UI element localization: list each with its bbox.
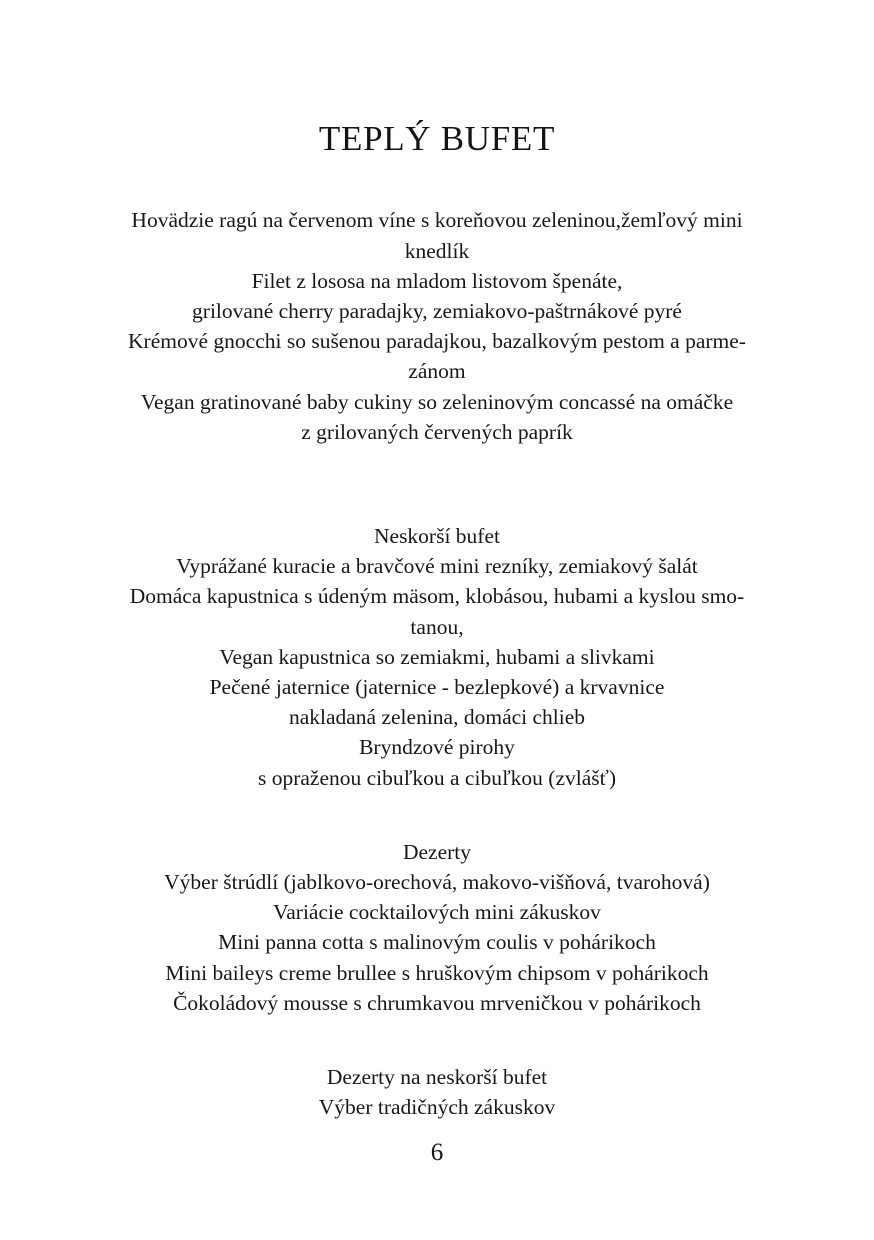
menu-line: Bryndzové pirohy <box>359 735 515 760</box>
menu-line: Krémové gnocchi so sušenou paradajkou, bazalkovým pestom a parme- <box>128 329 746 354</box>
menu-line: Výber tradičných zákuskov <box>318 1095 556 1120</box>
menu-line: zánom <box>408 359 466 384</box>
menu-line: knedlík <box>404 238 470 263</box>
menu-section-dezerty <box>60 837 814 1018</box>
page-title: TEPLÝ BUFET <box>318 119 556 158</box>
menu-line: Pečené jaternice (jaternice - bezlepkové) a krvavnice <box>209 674 665 699</box>
menu-line: Variácie cocktailových mini zákuskov <box>273 900 601 925</box>
menu-line: z grilovaných červených paprík <box>301 419 573 444</box>
section-spacer <box>60 447 814 521</box>
section-heading-dezerty: Dezerty <box>402 839 472 864</box>
menu-line: Filet z lososa na mladom listovom špenáte, <box>251 268 623 293</box>
menu-line: Vegan gratinované baby cukiny so zeleninovým concassé na omáčke <box>140 389 734 414</box>
menu-line: Čokoládový mousse s chrumkavou mrveničkou v pohárikoch <box>173 990 701 1015</box>
section-heading-neskorsi-bufet: Neskorší bufet <box>374 523 500 548</box>
menu-line: grilované cherry paradajky, zemiakovo-paštrnákové pyré <box>192 298 682 323</box>
section-heading-dezerty-neskorsi: Dezerty na neskorší bufet <box>326 1064 548 1089</box>
menu-line: s opraženou cibuľkou a cibuľkou (zvlášť) <box>257 765 616 790</box>
menu-line: Výber štrúdlí (jablkovo-orechová, makovo-višňová, tvarohová) <box>164 869 710 894</box>
menu-section-dezerty-neskorsi <box>60 1062 814 1122</box>
page-number: 6 <box>430 1139 444 1166</box>
menu-line: nakladaná zelenina, domáci chlieb <box>288 705 586 730</box>
section-spacer <box>60 793 814 837</box>
menu-line: Vegan kapustnica so zemiakmi, hubami a slivkami <box>219 644 655 669</box>
menu-line: Hovädzie ragú na červenom víne s koreňovou zeleninou,žemľový mini <box>131 208 743 233</box>
menu-line: Mini baileys creme brullee s hruškovým chipsom v pohárikoch <box>165 960 709 985</box>
section-spacer <box>60 1018 814 1062</box>
menu-line: Vyprážané kuracie a bravčové mini rezníky, zemiakový šalát <box>176 554 698 579</box>
menu-line: Mini panna cotta s malinovým coulis v pohárikoch <box>218 930 656 955</box>
menu-line: tanou, <box>410 614 464 639</box>
menu-section-neskorsi-bufet <box>60 521 814 793</box>
menu-section-teply-bufet <box>60 205 814 447</box>
menu-line: Domáca kapustnica s údeným mäsom, klobásou, hubami a kyslou smo- <box>129 584 745 609</box>
